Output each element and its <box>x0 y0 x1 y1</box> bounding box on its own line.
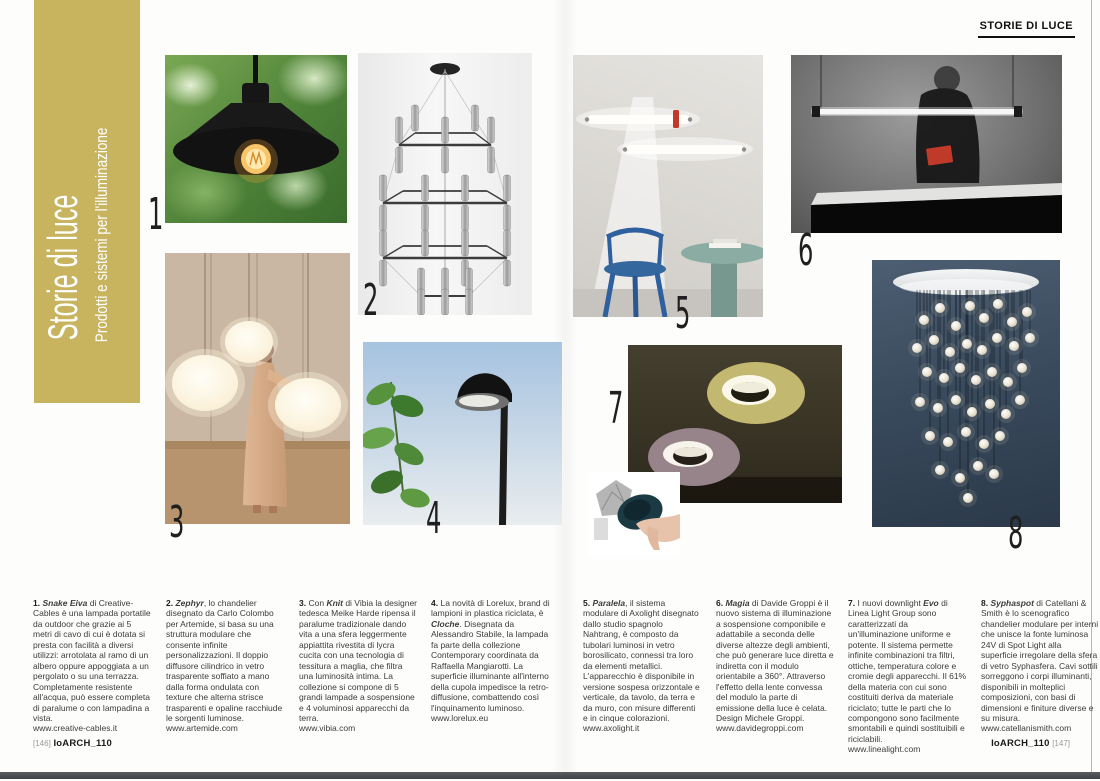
figure-number-2: 2 <box>363 275 379 326</box>
product-text: di Catellani & Smith è lo scenografico chandelier modulare per interni che unisce la fonte luminosa 24V di Spot Light alla superficie irregolare della sfera di vetro Syphasfera. Cavi sottili sorreggono i corpi illuminanti, disponibili in molteplici composizioni, con basi di dimensioni e finiture diverse e su misura. <box>981 598 1099 723</box>
product-text: di Vibia la designer tedesca Meike Harde ripensa il paralume tradizionale dando vita a una sfera leggermente appiattita rivestita di lycra cucita con una tecnologia di tessitura a maglia, che filtra una luminosità intima. La collezione si compone di 5 grandi lampade a sospensione e 4 voluminosi apparecchi da terra. <box>299 598 417 723</box>
product-text: di Davide Groppi è il nuovo sistema di illuminazione a sospensione componibile e adattabile a seconda delle diverse altezze degli ambienti, che può generare luce diretta e indiretta con il modulo orientabile a 360°. Attraverso l'effetto della lente convessa del modulo la parte di emissione della luce è celata. Design Michele Groppi. <box>716 598 834 723</box>
page-number-left: [146] <box>33 739 51 748</box>
product-name: Evo <box>923 598 939 608</box>
product-url: www.artemide.com <box>166 723 238 734</box>
product-number: 5. <box>583 598 591 608</box>
photo-syphaspot <box>872 260 1060 527</box>
product-url: www.axolight.it <box>583 723 640 734</box>
product-number: 2. <box>166 598 174 608</box>
product-prefix: La novità di Lorelux, brand di lampioni in plastica riciclata, è <box>431 598 550 619</box>
figure-number-6: 6 <box>798 225 814 276</box>
product-description-3 <box>299 598 418 734</box>
issue-label-right: IoARCH_110 <box>991 738 1050 749</box>
magia-scene-illustration <box>791 55 1062 233</box>
photo-paralela <box>573 55 763 317</box>
product-name: Paralela <box>592 598 626 608</box>
product-number: 4. <box>431 598 439 608</box>
figure-number-3: 3 <box>169 497 185 548</box>
scan-bottom-bar <box>0 772 1100 779</box>
figure-number-5: 5 <box>675 288 691 339</box>
product-url: www.linealight.com <box>848 744 921 755</box>
section-header: STORIE DI LUCE <box>978 20 1075 38</box>
pendant-lamp-illustration <box>165 55 347 223</box>
sidebar-title: Storie di luce <box>39 194 86 340</box>
product-text: . Disegnata da Alessandro Stabile, la lampada fa parte della collezione Contemporary coordinata da Raffaella Mangiarotti. La superficie illuminante all'interno della cupola impedisce la retro-diffusione, combattendo così l'inquinamento luminoso. <box>431 618 549 713</box>
paralela-scene-illustration <box>573 55 763 317</box>
product-name: Syphaspot <box>990 598 1034 608</box>
figure-number-1: 1 <box>148 189 164 240</box>
product-name: Magia <box>725 598 750 608</box>
hand-module-illustration <box>588 472 680 557</box>
footer-right <box>991 738 1070 749</box>
page-number-right: [147] <box>1052 739 1070 748</box>
photo-magia <box>791 55 1062 233</box>
product-name: Snake Eiva <box>42 598 88 608</box>
leaves <box>363 378 432 510</box>
product-number: 6. <box>716 598 724 608</box>
product-number: 8. <box>981 598 989 608</box>
photo-snake-eiva <box>165 55 347 223</box>
product-url: www.vibia.com <box>299 723 356 734</box>
product-number: 1. <box>33 598 41 608</box>
figure-number-4: 4 <box>426 493 442 544</box>
product-text: di Creative-Cables è una lampada portatile da outdoor che grazie ai 5 metri di cavo di cui è dotata si presta con facilità a diversi utilizzi: arrotolata al ramo di un albero oppure appoggiata a un pergolato o su una terrazza. Completamente resistente all'acqua, può essere completa di paralume o con lampadina a vista. <box>33 598 151 723</box>
photo-knit-lamps <box>165 253 350 524</box>
product-text: , lo chandelier disegnato da Carlo Colombo per Artemide, si basa su una struttura modulare che consente infinite personalizzazioni. Il doppio diffusore cilindrico in vetro trasparente soffiato a mano dalla forma ondulata con texture che alterna strisce trasparenti e opaline racchiude le sorgenti luminose. <box>166 598 283 723</box>
chandelier-illustration <box>358 53 532 315</box>
product-name: Cloche <box>431 618 460 629</box>
product-number: 7. <box>848 598 856 608</box>
product-prefix: Con <box>308 598 327 608</box>
product-url: www.creative-cables.it <box>33 723 118 734</box>
product-description-5 <box>583 598 702 734</box>
product-description-4 <box>431 598 550 723</box>
syphaspot-orbs <box>872 260 1060 527</box>
footer-left <box>33 738 112 749</box>
product-text: , il sistema modulare di Axolight disegnato dallo studio spagnolo Nahtrang, è composto da tubolari luminosi in vetro borosilicato, connessi tra loro da elementi metallici. L'apparecchio è disponibile in versione sospesa orizzontale e verticale, da tavolo, da terra e da muro, con misure differenti e in cinque colorazioni. <box>583 598 700 723</box>
product-url: www.catellanismith.com <box>981 723 1072 734</box>
product-description-7 <box>848 598 967 755</box>
photo-evo-module-hand <box>588 472 680 557</box>
photo-zephyr-chandelier <box>358 53 532 315</box>
product-name: Zephyr <box>175 598 204 608</box>
section-sidebar <box>34 0 140 403</box>
product-text: di Linea Light Group sono caratterizzati da un'illuminazione uniforme e potente. Il sistema permette infinite combinazioni tra filtri, ottiche, temperatura colore e cromie degli apparecchi. Il 61% della materia con cui sono costituiti deriva da materiale riciclato; tutte le parti che lo compongono sono facilmente smontabili e quindi sostituibili e riciclabili. <box>848 598 967 744</box>
figure-number-7: 7 <box>608 383 624 434</box>
product-description-8 <box>981 598 1100 734</box>
product-description-2 <box>166 598 285 734</box>
sidebar-subtitle-wrap <box>90 89 114 381</box>
streetlamp-illustration <box>363 342 562 525</box>
figure-number-8: 8 <box>1008 508 1024 559</box>
sidebar-title-wrap <box>38 149 88 385</box>
issue-label-left: IoARCH_110 <box>53 738 112 749</box>
product-url: www.lorelux.eu <box>431 712 489 723</box>
product-number: 3. <box>299 598 307 608</box>
product-description-6 <box>716 598 835 734</box>
product-url: www.davidegroppi.com <box>716 723 804 734</box>
product-name: Knit <box>326 598 343 608</box>
product-prefix: I nuovi downlight <box>857 598 924 608</box>
photo-cloche-streetlamp <box>363 342 562 525</box>
product-description-1 <box>33 598 152 734</box>
knit-scene-illustration <box>165 253 350 524</box>
sidebar-subtitle: Prodotti e sistemi per l'illuminazione <box>92 127 111 343</box>
